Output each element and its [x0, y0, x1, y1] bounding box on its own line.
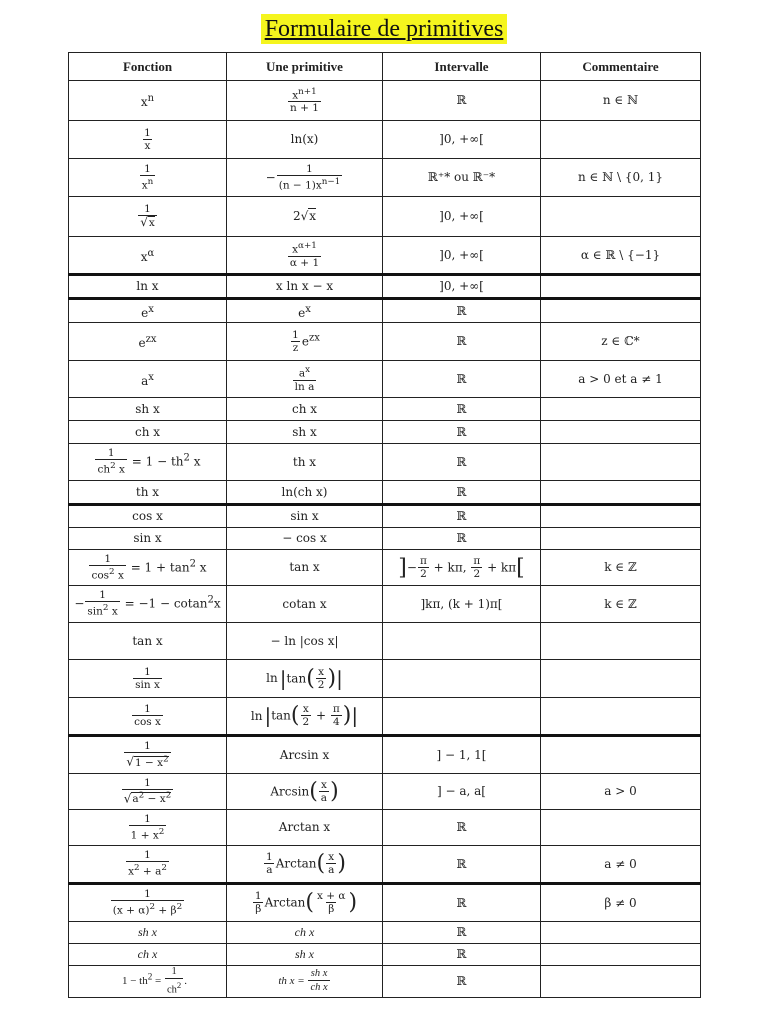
cell-comment	[541, 398, 701, 421]
cell-comment	[541, 121, 701, 159]
cell-primitive: th x	[227, 444, 383, 481]
table-row	[69, 586, 701, 623]
table-row	[69, 922, 701, 944]
cell-comment: a > 0 et a ≠ 1	[541, 361, 701, 398]
cell-function: cos x	[69, 505, 227, 528]
cell-function: ch x	[69, 421, 227, 444]
cell-primitive: ch x	[227, 398, 383, 421]
table-row	[69, 323, 701, 361]
cell-primitive: − ln |cos x|	[227, 623, 383, 660]
table-row	[69, 736, 701, 774]
cell-function: − $\frac{1}{\sin^2 x}$ = −1 − cotan$^2$x	[69, 586, 227, 623]
cell-primitive: $\frac{x^{n+1}}{n + 1}$	[227, 81, 383, 121]
cell-comment: k ∈ ℤ	[541, 550, 701, 586]
table-row	[69, 884, 701, 922]
cell-primitive: cotan x	[227, 586, 383, 623]
header-commentaire: Commentaire	[541, 53, 701, 81]
cell-primitive: $\frac{1}{\beta}$ Arctan( $\frac{x + \alpha}{\beta}$ )	[227, 884, 383, 922]
cell-primitive: Arcsin x	[227, 736, 383, 774]
cell-interval: ℝ	[383, 421, 541, 444]
cell-interval: ]0, +∞[	[383, 197, 541, 237]
cell-interval: ℝ	[383, 922, 541, 944]
cell-interval: ℝ	[383, 361, 541, 398]
cell-interval: ]0, +∞[	[383, 237, 541, 275]
cell-function: $\frac{1}{(x + \alpha)^2 + \beta^2}$	[69, 884, 227, 922]
table-row	[69, 444, 701, 481]
cell-function: $\frac{1}{1 + x^2}$	[69, 810, 227, 846]
cell-interval: ℝ	[383, 528, 541, 550]
cell-function: sin x	[69, 528, 227, 550]
cell-comment	[541, 481, 701, 505]
cell-comment: a > 0	[541, 774, 701, 810]
cell-comment	[541, 810, 701, 846]
header-row	[69, 53, 701, 81]
cell-primitive: 2√x	[227, 197, 383, 237]
cell-primitive: $\frac{1}{z}$ $e^{zx}$	[227, 323, 383, 361]
cell-function: sh x	[69, 398, 227, 421]
cell-primitive: Arcsin( $\frac{x}{a}$ )	[227, 774, 383, 810]
cell-primitive: $\frac{a^x}{\text{ln a}}$	[227, 361, 383, 398]
cell-primitive: ln |tan( $\frac{x}{2}$ )|	[227, 660, 383, 698]
cell-function: $\frac{1}{ch^2 x}$ = $1 - th^2$ x	[69, 444, 227, 481]
cell-interval: ℝ⁺* ou ℝ⁻*	[383, 159, 541, 197]
cell-primitive: sh x	[227, 944, 383, 966]
cell-comment	[541, 444, 701, 481]
cell-interval: ℝ	[383, 323, 541, 361]
cell-function: $\frac{1}{\text{sin x}}$	[69, 660, 227, 698]
cell-interval: ]− $\frac{\pi}{2}$ + kπ, $\frac{\pi}{2}$ + kπ[	[383, 550, 541, 586]
cell-primitive: ln |tan( $\frac{x}{2}$ + $\frac{\pi}{4}$ )|	[227, 698, 383, 736]
cell-comment: β ≠ 0	[541, 884, 701, 922]
cell-primitive: Arctan x	[227, 810, 383, 846]
cell-function: $\frac{1}{\text{cos x}}$	[69, 698, 227, 736]
cell-interval	[383, 698, 541, 736]
header-primitive: Une primitive	[227, 53, 383, 81]
cell-comment	[541, 505, 701, 528]
table-row	[69, 275, 701, 299]
cell-primitive: tan x	[227, 550, 383, 586]
cell-interval: ℝ	[383, 398, 541, 421]
cell-function: $e^x$	[69, 299, 227, 323]
cell-function: th x	[69, 481, 227, 505]
cell-primitive: ch x	[227, 922, 383, 944]
header-intervalle: Intervalle	[383, 53, 541, 81]
table-row	[69, 299, 701, 323]
cell-primitive: th x = $\frac{\text{sh x}}{\text{ch x}}$	[227, 966, 383, 998]
cell-comment	[541, 698, 701, 736]
table-row	[69, 944, 701, 966]
table-row	[69, 774, 701, 810]
cell-function: $\frac{1}{x^n}$	[69, 159, 227, 197]
cell-interval: ℝ	[383, 884, 541, 922]
cell-comment	[541, 966, 701, 998]
cell-interval: ℝ	[383, 944, 541, 966]
cell-interval: ℝ	[383, 81, 541, 121]
table-row	[69, 660, 701, 698]
cell-interval: ℝ	[383, 966, 541, 998]
cell-function: $e^{zx}$	[69, 323, 227, 361]
cell-comment	[541, 660, 701, 698]
cell-comment: z ∈ ℂ*	[541, 323, 701, 361]
cell-function: $\frac{1}{\cos^2 x}$ = $1 + \tan^2 x$	[69, 550, 227, 586]
cell-comment	[541, 299, 701, 323]
cell-interval: ℝ	[383, 481, 541, 505]
cell-interval: ℝ	[383, 505, 541, 528]
cell-comment: a ≠ 0	[541, 846, 701, 884]
cell-interval: ]0, +∞[	[383, 121, 541, 159]
cell-comment	[541, 421, 701, 444]
cell-interval: ]kπ, (k + 1)π[	[383, 586, 541, 623]
cell-function: ch x	[69, 944, 227, 966]
cell-interval: ] − a, a[	[383, 774, 541, 810]
cell-interval: ℝ	[383, 299, 541, 323]
primitives-table	[68, 52, 701, 998]
cell-function: $\frac{1}{√1 - x^2}$	[69, 736, 227, 774]
table-row	[69, 81, 701, 121]
cell-comment	[541, 275, 701, 299]
cell-interval	[383, 623, 541, 660]
table-row	[69, 698, 701, 736]
table-row	[69, 121, 701, 159]
cell-primitive: x ln x − x	[227, 275, 383, 299]
cell-interval	[383, 660, 541, 698]
cell-comment	[541, 623, 701, 660]
cell-comment	[541, 528, 701, 550]
cell-function: $x^n$	[69, 81, 227, 121]
title-wrap	[0, 14, 768, 44]
cell-interval: ] − 1, 1[	[383, 736, 541, 774]
cell-comment: k ∈ ℤ	[541, 586, 701, 623]
table-row	[69, 505, 701, 528]
header-fonction: Fonction	[69, 53, 227, 81]
cell-comment: n ∈ ℕ \ {0, 1}	[541, 159, 701, 197]
table-row	[69, 237, 701, 275]
cell-function: sh x	[69, 922, 227, 944]
cell-interval: ℝ	[383, 444, 541, 481]
table-row	[69, 159, 701, 197]
cell-primitive: − $\frac{1}{(n - 1)x^{n-1}}$	[227, 159, 383, 197]
cell-comment: n ∈ ℕ	[541, 81, 701, 121]
cell-primitive: sh x	[227, 421, 383, 444]
cell-primitive: − cos x	[227, 528, 383, 550]
cell-comment	[541, 922, 701, 944]
cell-function: $\frac{1}{x}$	[69, 121, 227, 159]
cell-function: ln x	[69, 275, 227, 299]
table-row	[69, 810, 701, 846]
cell-function: $\frac{1}{x^2 + a^2}$	[69, 846, 227, 884]
page-title: Formulaire de primitives	[261, 14, 508, 44]
cell-comment	[541, 197, 701, 237]
table-row	[69, 361, 701, 398]
cell-function: $x^\alpha$	[69, 237, 227, 275]
table-row	[69, 846, 701, 884]
cell-function: $\frac{1}{√a^2 - x^2}$	[69, 774, 227, 810]
table-row	[69, 623, 701, 660]
cell-primitive: ln(x)	[227, 121, 383, 159]
cell-function: $1 - th^2$ = $\frac{1}{ch^2}$ .	[69, 966, 227, 998]
table-row	[69, 550, 701, 586]
cell-function: $a^x$	[69, 361, 227, 398]
cell-comment	[541, 736, 701, 774]
cell-primitive: $\frac{x^{\alpha+1}}{\alpha + 1}$	[227, 237, 383, 275]
cell-comment: α ∈ ℝ \ {−1}	[541, 237, 701, 275]
table-row	[69, 528, 701, 550]
table-row	[69, 197, 701, 237]
cell-interval: ℝ	[383, 846, 541, 884]
cell-function: tan x	[69, 623, 227, 660]
cell-primitive: sin x	[227, 505, 383, 528]
cell-primitive: $e^x$	[227, 299, 383, 323]
cell-interval: ℝ	[383, 810, 541, 846]
cell-primitive: ln(ch x)	[227, 481, 383, 505]
cell-function: $\frac{1}{√x}$	[69, 197, 227, 237]
table-row	[69, 421, 701, 444]
table-row	[69, 966, 701, 998]
table-row	[69, 398, 701, 421]
cell-comment	[541, 944, 701, 966]
cell-interval: ]0, +∞[	[383, 275, 541, 299]
table-row	[69, 481, 701, 505]
cell-primitive: $\frac{1}{a}$ Arctan( $\frac{x}{a}$ )	[227, 846, 383, 884]
